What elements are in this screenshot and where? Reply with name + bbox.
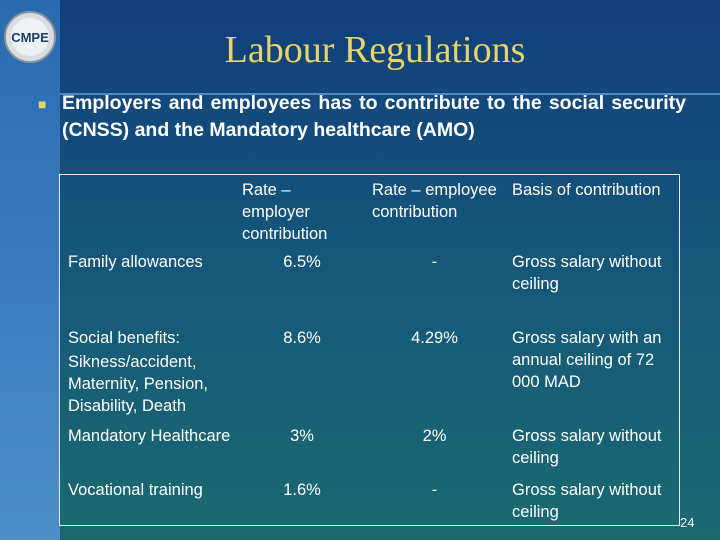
row-social-employee: 4.29% xyxy=(411,329,458,347)
row-healthcare-label: Mandatory Healthcare xyxy=(68,427,231,445)
square-bullet-icon: ■ xyxy=(38,96,47,112)
row-social-label: Social benefits: xyxy=(68,329,180,347)
row-healthcare-employee: 2% xyxy=(422,427,447,445)
header-employee-rate: Rate – employee contribution xyxy=(372,181,497,221)
row-vocational-label: Vocational training xyxy=(68,481,203,499)
bullet-text: Employers and employees has to contribute to the social security (CNSS) and the Mandatory healthcare (AMO) xyxy=(62,92,686,141)
row-family-employer: 6.5% xyxy=(283,253,321,271)
row-social-employer: 8.6% xyxy=(283,329,321,347)
row-healthcare-basis: Gross salary without ceiling xyxy=(512,427,662,467)
row-family-label: Family allowances xyxy=(68,253,203,271)
header-basis: Basis of contribution xyxy=(512,181,661,199)
contribution-table xyxy=(59,174,680,526)
row-vocational-employee: - xyxy=(431,481,438,499)
slide-title: Labour Regulations xyxy=(224,29,526,71)
row-vocational-basis: Gross salary without ceiling xyxy=(512,481,662,521)
row-family-basis: Gross salary without ceiling xyxy=(512,253,662,293)
row-social-detail: Sikness/accident, Maternity, Pension, Disability, Death xyxy=(68,353,209,415)
row-social-basis: Gross salary with an annual ceiling of 72 000 MAD xyxy=(512,329,662,391)
page-number: 24 xyxy=(680,515,695,530)
cmpe-logo xyxy=(3,10,57,64)
row-healthcare-employer: 3% xyxy=(290,427,314,445)
header-employer-rate: Rate – employer contribution xyxy=(242,181,328,243)
row-vocational-employer: 1.6% xyxy=(283,481,321,499)
logo-text: CMPE xyxy=(11,30,49,45)
row-family-employee: - xyxy=(431,253,438,271)
left-sidebar-decoration xyxy=(0,0,60,540)
